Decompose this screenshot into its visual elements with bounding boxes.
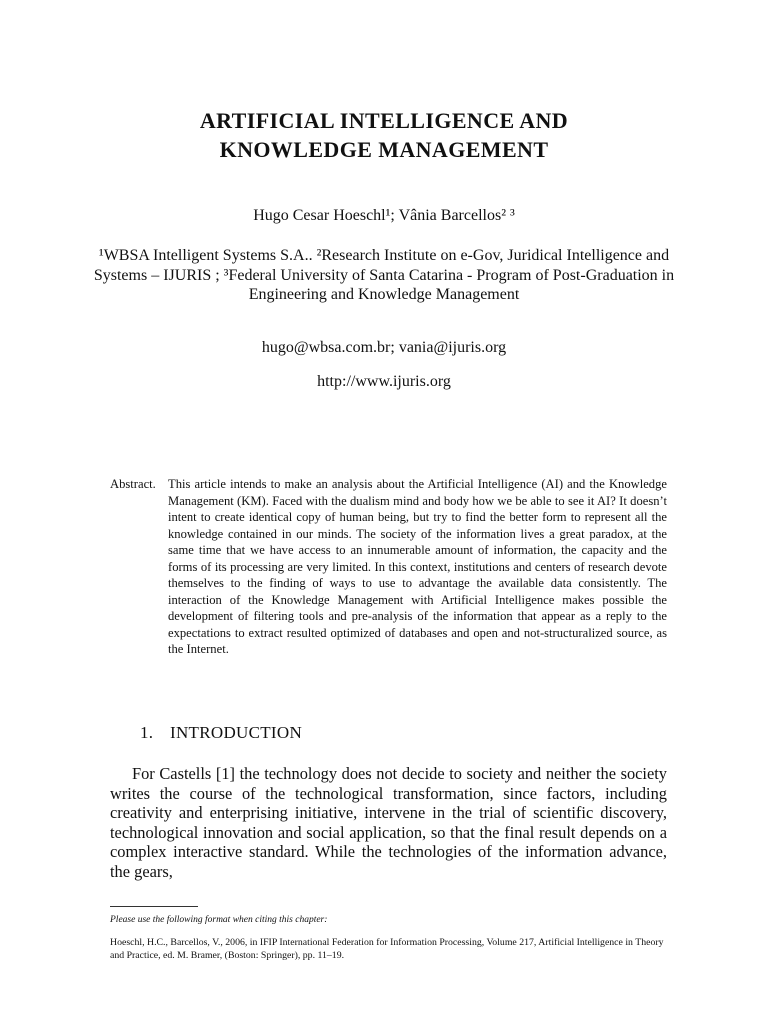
title-line-2: KNOWLEDGE MANAGEMENT — [219, 137, 549, 162]
footnote-rule — [110, 906, 198, 907]
abstract — [110, 476, 667, 658]
section-heading-introduction — [140, 723, 302, 743]
citation-note: Please use the following format when citing this chapter: — [110, 915, 328, 925]
introduction-paragraph: For Castells [1] the technology does not decide to society and neither the society writes the course of the technological transformation, since factors, including creativity and enterprising initiative, intervene in the trial of scientific discovery, technological innovation and social application, so that the final result depends on a complex interactive standard. While the technologies of the information advance, the gears, — [110, 764, 667, 881]
author-emails: hugo@wbsa.com.br; vania@ijuris.org — [261, 339, 507, 356]
abstract-text: This article intends to make an analysis about the Artificial Intelligence (AI) and the Knowledge Management (KM). Faced with the dualism mind and body how we be able to see it AI? It doesn’t intent to create identical copy of human being, but try to find the better form to represent all the knowledge contained in our minds. The society of the information lives a great paradox, at the same time that we have access to an innumerable amount of information, the capacity and the forms of its processing are very limited. In this context, institutions and centers of research devote themselves to the finding of ways to use to advantage the available data consistently. The interaction of the Knowledge Management with Artificial Intelligence makes possible the development of filtering tools and pre-analysis of the information that appear as a reply to the expectations to extract resulted optimized of databases and open and not-structuralized source, as the Internet. — [168, 477, 667, 656]
author-list: Hugo Cesar Hoeschl¹; Vânia Barcellos² ³ — [253, 207, 515, 224]
title-line-1: ARTIFICIAL INTELLIGENCE AND — [199, 108, 569, 133]
paper-title — [0, 106, 768, 164]
abstract-label: Abstract. — [110, 477, 156, 491]
website-url: http://www.ijuris.org — [317, 373, 451, 390]
section-number: 1. — [140, 723, 154, 742]
section-title: INTRODUCTION — [170, 723, 303, 742]
citation-reference: Hoeschl, H.C., Barcellos, V., 2006, in IFIP International Federation for Information Processing, Volume 217, Artificial Intelligence in Theory and Practice, ed. M. Bramer, (Boston: Springer), pp. 11–19. — [110, 937, 664, 961]
affiliations: ¹WBSA Intelligent Systems S.A.. ²Research Institute on e-Gov, Juridical Intelligence and Systems – IJURIS ; ³Federal University of Santa Catarina - Program of Post-Graduation in Engineering and Knowledge Management — [93, 247, 675, 303]
